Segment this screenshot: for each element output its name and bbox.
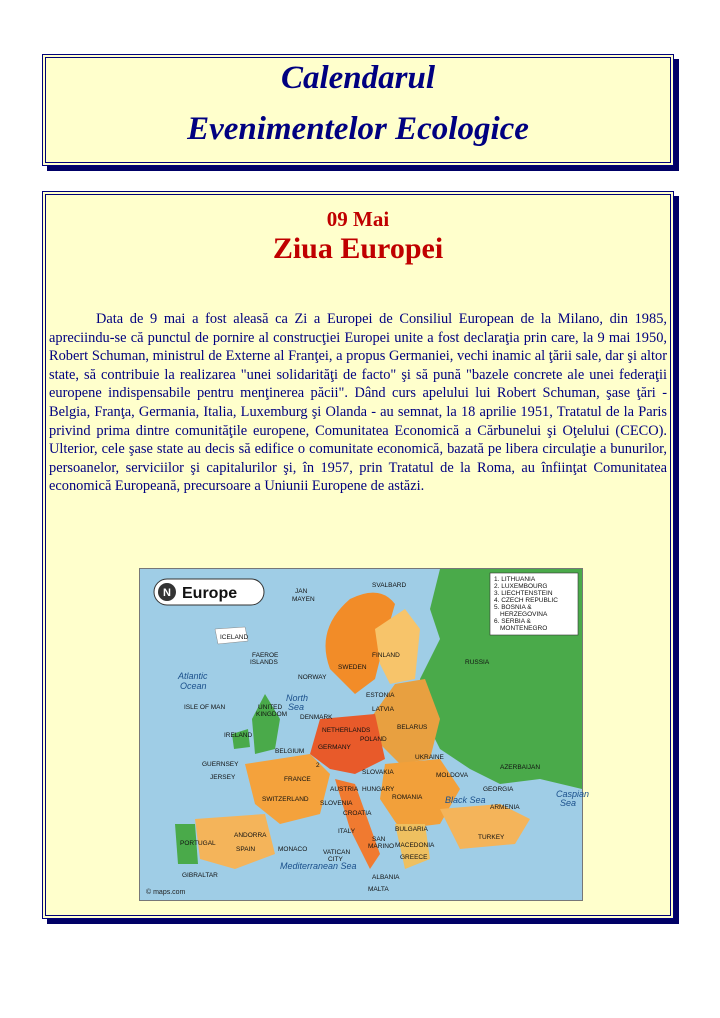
legend-item-6: 6. SERBIA & <box>494 618 531 625</box>
map-label: 2 <box>316 762 320 769</box>
sea-label: Mediterranean Sea <box>280 861 357 871</box>
map-label: ESTONIA <box>366 692 395 699</box>
map-title: Europe <box>182 585 238 602</box>
map-label: JERSEY <box>210 774 236 781</box>
map-label: ROMANIA <box>392 794 423 801</box>
legend-item-1: 1. LITHUANIA <box>494 576 536 583</box>
map-label: LATVIA <box>372 706 394 713</box>
map-label: ITALY <box>338 828 356 835</box>
map-label: ISLE OF MAN <box>184 704 226 711</box>
map-label: GREECE <box>400 854 428 861</box>
legend-item-5b: HERZEGOVINA <box>500 611 548 618</box>
map-label: POLAND <box>360 736 387 743</box>
map-label: GERMANY <box>318 744 351 751</box>
map-label: MONACO <box>278 846 308 853</box>
map-label: AUSTRIA <box>330 786 359 793</box>
map-label: SLOVENIA <box>320 800 353 807</box>
map-label: UNITED <box>258 704 283 711</box>
sea-label: Ocean <box>180 681 207 691</box>
map-label: RUSSIA <box>465 659 490 666</box>
title-box <box>42 54 674 166</box>
map-label: GIBRALTAR <box>182 872 218 879</box>
map-label: FRANCE <box>284 776 311 783</box>
europe-map <box>139 568 590 901</box>
map-label: MALTA <box>368 886 389 893</box>
map-label: NETHERLANDS <box>322 727 371 734</box>
map-label: NORWAY <box>298 674 327 681</box>
content-box <box>42 191 674 919</box>
title-line-2: Evenimentelor Ecologice <box>187 111 529 147</box>
map-label: SWEDEN <box>338 664 367 671</box>
map-label: SWITZERLAND <box>262 796 309 803</box>
sea-label: North <box>286 693 309 703</box>
compass-icon: N <box>163 587 171 599</box>
map-label: CITY <box>328 856 343 863</box>
map-label: AZERBAIJAN <box>500 764 541 771</box>
map-label: ISLANDS <box>250 659 278 666</box>
map-label: MOLDOVA <box>436 772 469 779</box>
map-label: JAN <box>295 588 308 595</box>
legend-item-2: 2. LUXEMBOURG <box>494 583 548 590</box>
sea-label: Sea <box>288 702 305 712</box>
map-label: SLOVAKIA <box>362 769 394 776</box>
map-label: ANDORRA <box>234 832 267 839</box>
legend-item-4: 4. CZECH REPUBLIC <box>494 597 558 604</box>
europe-map-drawing <box>140 569 590 900</box>
sea-label: Sea <box>560 798 577 808</box>
map-label: GEORGIA <box>483 786 514 793</box>
sea-label: Black Sea <box>445 795 486 805</box>
legend-item-5: 5. BOSNIA & <box>494 604 532 611</box>
map-label: MARINO <box>368 843 394 850</box>
map-credit: © maps.com <box>146 889 186 896</box>
map-label: MACEDONIA <box>395 842 435 849</box>
map-label: IRELAND <box>224 732 253 739</box>
map-label: SVALBARD <box>372 582 407 589</box>
map-label: ALBANIA <box>372 874 400 881</box>
map-label: BELARUS <box>397 724 428 731</box>
legend-item-6b: MONTENEGRO <box>500 625 548 632</box>
map-label: GUERNSEY <box>202 761 239 768</box>
map-label: CROATIA <box>343 810 372 817</box>
title-line-1: Calendarul <box>280 60 436 96</box>
map-label: SPAIN <box>236 846 256 853</box>
event-description: Data de 9 mai a fost aleasă ca Zi a Europei de Consiliul European de la Milano, din 1985, apreciindu-se că punctul de pornire al construcţiei Europei unite a fost declaraţia prin care, la 9 mai 1950, Robert Schuman, ministrul de Externe al Franţei, a propus Germaniei, vechi inamic al ţării sale, dar şi altor state, să contribuie la realizarea "unei solidarităţi de facto" şi să pună "bazele concrete ale unei federaţii europene indispensabile pentru menţinerea păcii". Dând curs apelului lui Robert Schuman, şase ţări - Belgia, Franţa, Germania, Italia, Luxemburg şi Olanda - au semnat, la 18 aprilie 1951, Tratatul de la Paris privind prima dintre comunităţile europene, Comunitatea Economică a Cărbunelui şi Oţelului (CECO). Ulterior, cele şase state au decis să edifice o comunitate economică, bazată pe libera circulaţie a bunurilor, persoanelor, serviciilor şi capitalurilor şi, în 1957, prin Tratatul de la Roma, au înfiinţat Comunitatea economică Europeană, precursoare a Uniunii Europene de astăzi. <box>49 311 667 495</box>
map-label: UKRAINE <box>415 754 444 761</box>
map-label: ICELAND <box>220 634 249 641</box>
map-label: BELGIUM <box>275 748 305 755</box>
map-label: TURKEY <box>478 834 505 841</box>
map-label: ARMENIA <box>490 804 520 811</box>
map-label: DENMARK <box>300 714 333 721</box>
sea-label: Caspian <box>556 789 590 799</box>
event-name: Ziua Europei <box>272 232 444 265</box>
map-label: MAYEN <box>292 596 315 603</box>
map-label: KINGDOM <box>256 711 288 718</box>
map-label: SAN <box>372 836 386 843</box>
map-label: PORTUGAL <box>180 840 216 847</box>
map-label: VATICAN <box>323 849 351 856</box>
map-label: FAEROE <box>252 652 279 659</box>
sea-label: Atlantic <box>178 671 208 681</box>
legend-item-3: 3. LIECHTENSTEIN <box>494 590 553 597</box>
map-label: BULGARIA <box>395 826 428 833</box>
map-label: HUNGARY <box>362 786 395 793</box>
map-label: FINLAND <box>372 652 400 659</box>
event-date: 09 Mai <box>326 207 390 231</box>
